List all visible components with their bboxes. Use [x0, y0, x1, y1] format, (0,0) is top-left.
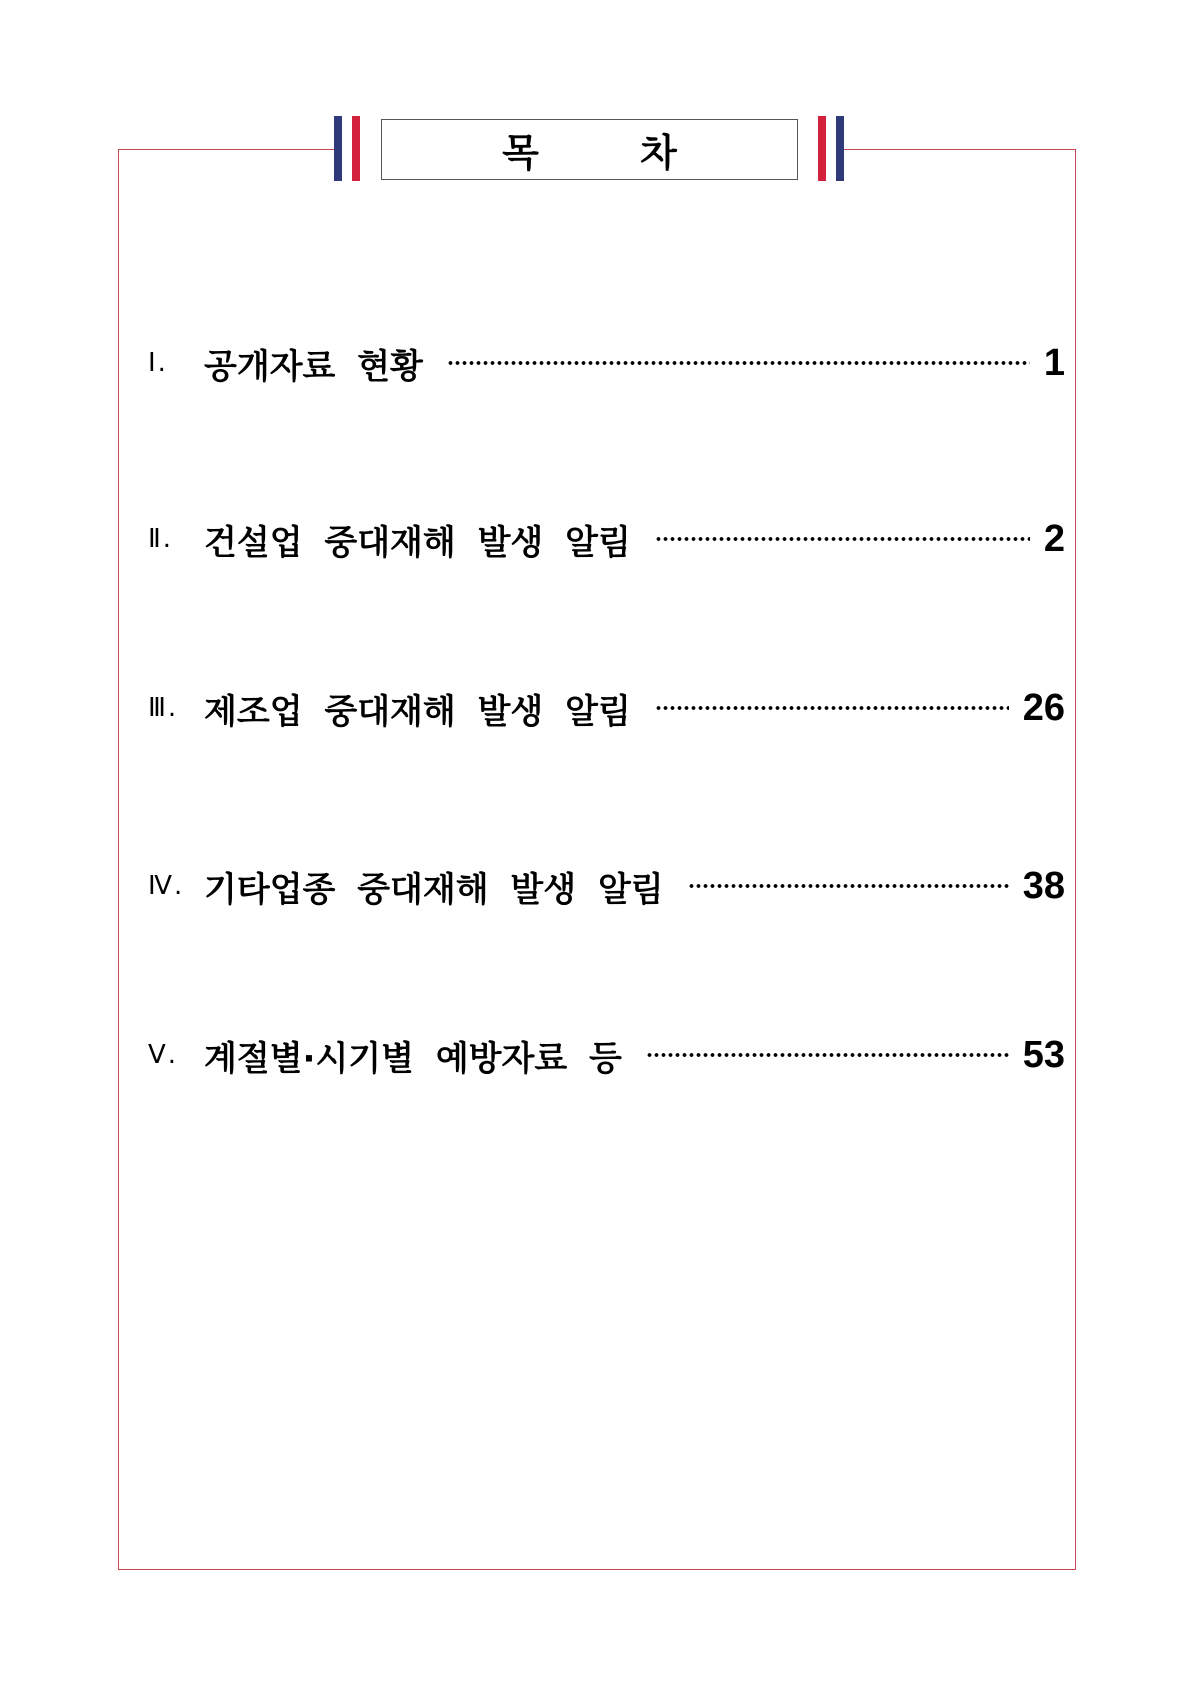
toc-item-number: Ⅳ. [148, 871, 185, 901]
toc-item-page: 26 [1022, 686, 1065, 729]
toc-item[interactable] [148, 509, 1065, 569]
toc-dot-leader [688, 884, 1009, 888]
left-blue-bar [334, 116, 342, 181]
toc-item[interactable] [148, 1025, 1065, 1085]
toc-item-title: 제조업 중대재해 발생 알림 [204, 691, 631, 732]
toc-item-page: 38 [1022, 864, 1065, 907]
toc-item-number: Ⅴ. [148, 1040, 179, 1070]
toc-item[interactable] [148, 856, 1065, 916]
toc-item-page: 2 [1043, 517, 1065, 560]
toc-item-title: 계절별·시기별 예방자료 등 [204, 1038, 622, 1079]
toc-item-number: Ⅰ. [148, 348, 168, 378]
toc-item-title: 공개자료 현황 [204, 346, 423, 387]
title-banner [334, 116, 844, 185]
right-red-bar [818, 116, 826, 181]
toc-dot-leader [447, 361, 1030, 365]
toc-item[interactable] [148, 678, 1065, 738]
right-blue-bar [836, 116, 844, 181]
toc-item-number: Ⅲ. [148, 693, 179, 723]
left-red-bar [352, 116, 360, 181]
toc-item-title: 기타업종 중대재해 발생 알림 [204, 869, 664, 910]
toc-item[interactable] [148, 333, 1065, 393]
toc-item-number: Ⅱ. [148, 524, 174, 554]
toc-dot-leader [655, 537, 1030, 541]
toc-item-page: 1 [1043, 341, 1065, 384]
toc-dot-leader [646, 1053, 1009, 1057]
page-title: 목 차 [381, 119, 798, 180]
toc-dot-leader [655, 706, 1009, 710]
toc-item-page: 53 [1022, 1033, 1065, 1076]
toc-item-title: 건설업 중대재해 발생 알림 [204, 522, 631, 563]
